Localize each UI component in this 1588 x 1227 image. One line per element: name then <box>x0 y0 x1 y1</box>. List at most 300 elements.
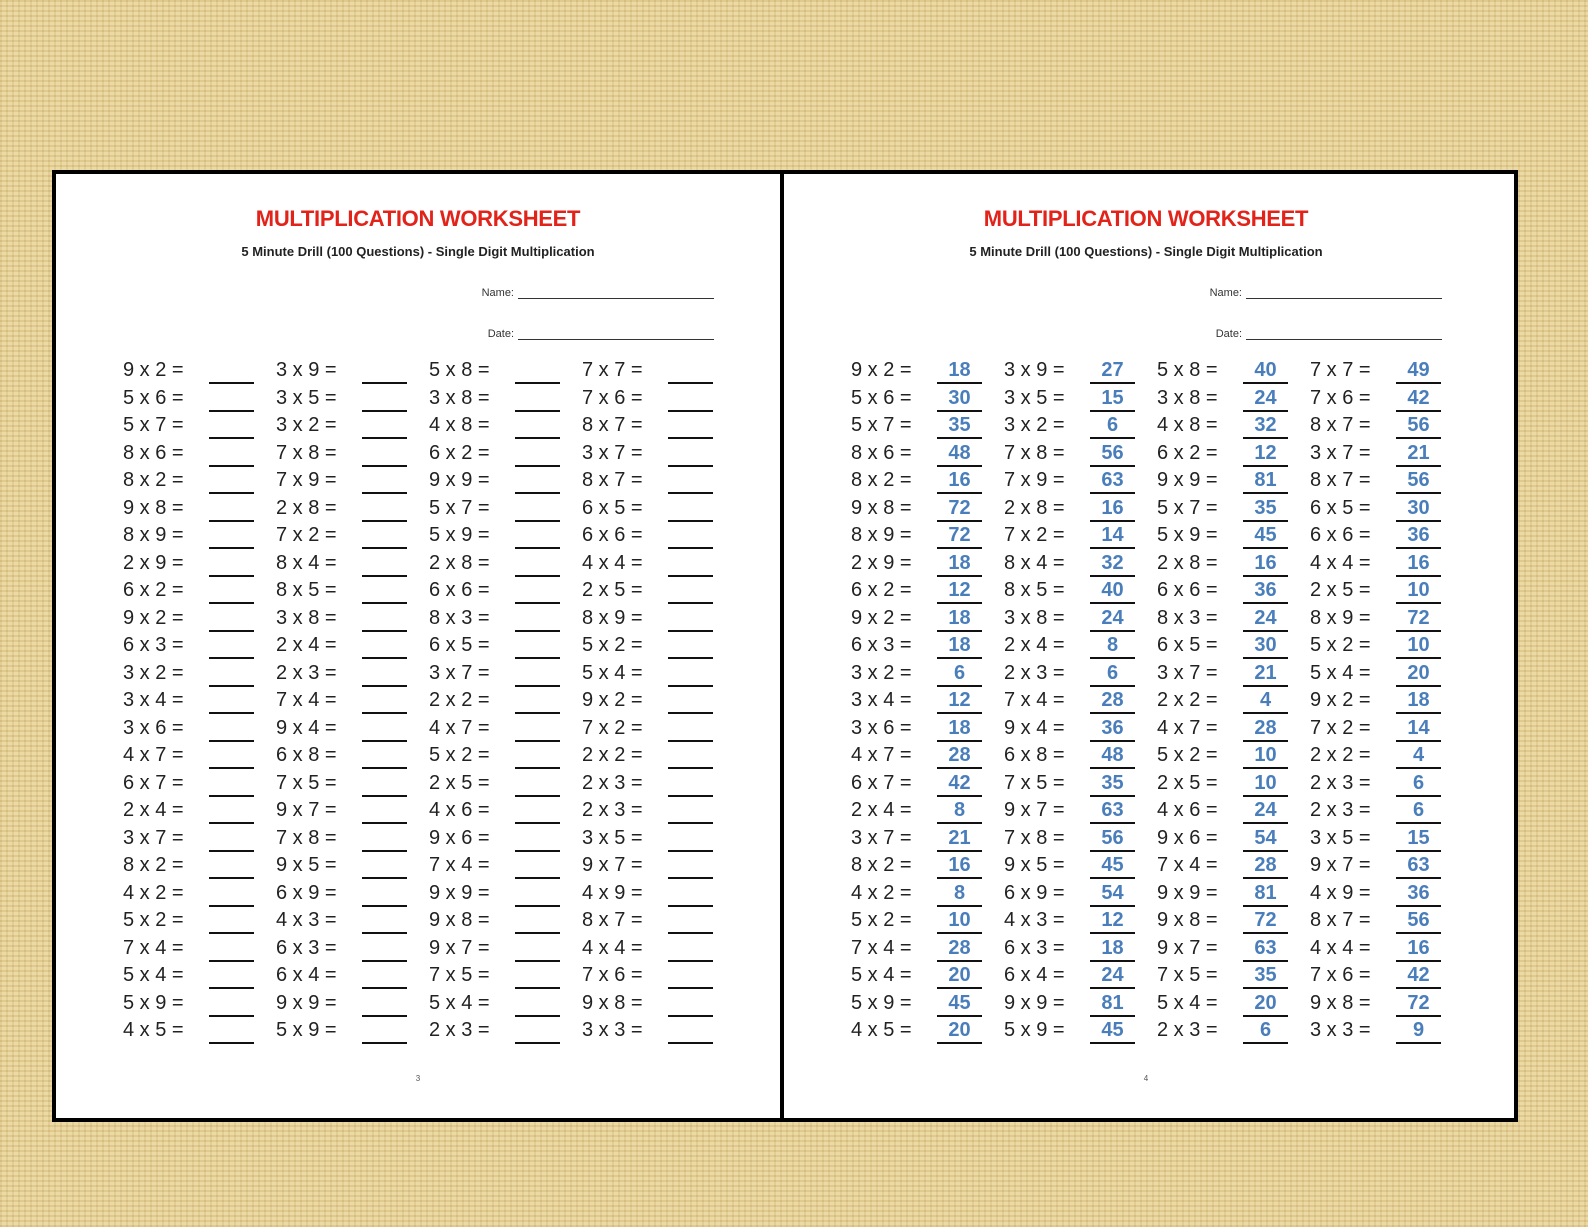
answer-blank[interactable] <box>515 606 560 632</box>
answer-blank[interactable] <box>515 661 560 687</box>
answer-blank[interactable] <box>209 771 254 797</box>
problem-item <box>851 386 971 412</box>
problem-question: 6 x 4 = <box>276 964 337 986</box>
answer-blank[interactable] <box>515 523 560 549</box>
problem-question: 4 x 8 = <box>1157 414 1218 436</box>
problem-question: 2 x 3 = <box>276 661 337 684</box>
problem-item <box>851 688 971 714</box>
problem-item <box>1004 716 1124 742</box>
problem-question: 9 x 7 = <box>1004 799 1065 821</box>
answer-blank[interactable] <box>362 936 407 962</box>
answer-value: 12 <box>1243 441 1288 467</box>
problem-question: 5 x 4 = <box>582 661 643 684</box>
answer-value: 45 <box>1090 853 1135 879</box>
problem-question: 6 x 3 = <box>123 634 184 656</box>
answer-value: 36 <box>1396 881 1441 907</box>
answer-blank[interactable] <box>668 551 713 577</box>
problem-item <box>851 523 971 549</box>
answer-blank[interactable] <box>209 413 254 439</box>
answer-blank[interactable] <box>515 853 560 879</box>
problem-question: 6 x 6 = <box>429 579 490 601</box>
problem-question: 8 x 2 = <box>851 469 912 491</box>
problem-question: 8 x 5 = <box>276 579 337 601</box>
answer-blank[interactable] <box>668 936 713 962</box>
problem-item <box>429 606 517 632</box>
answer-blank[interactable] <box>362 881 407 907</box>
problem-question: 3 x 4 = <box>123 689 184 711</box>
problem-item <box>123 441 211 467</box>
problem-question: 2 x 2 = <box>582 744 643 766</box>
problem-item <box>582 633 670 659</box>
problem-question: 3 x 7 = <box>123 826 184 849</box>
answer-blank[interactable] <box>209 853 254 879</box>
problem-item <box>1004 386 1124 412</box>
answer-blank[interactable] <box>362 688 407 714</box>
answer-value: 63 <box>1090 468 1135 494</box>
answer-blank[interactable] <box>362 853 407 879</box>
problem-question: 7 x 4 = <box>123 936 184 959</box>
answer-blank[interactable] <box>362 743 407 769</box>
problem-item <box>123 963 211 989</box>
answer-blank[interactable] <box>362 606 407 632</box>
answer-blank[interactable] <box>515 963 560 989</box>
answer-blank[interactable] <box>362 661 407 687</box>
problem-item <box>123 606 211 632</box>
answer-value: 48 <box>937 441 982 467</box>
answer-blank[interactable] <box>668 963 713 989</box>
problem-item <box>582 826 670 852</box>
problem-question: 2 x 8 = <box>429 551 490 574</box>
answer-value: 15 <box>1396 826 1441 852</box>
problem-item <box>429 716 517 742</box>
answer-blank[interactable] <box>209 386 254 412</box>
answer-blank[interactable] <box>515 496 560 522</box>
answer-value: 20 <box>1243 991 1288 1017</box>
answer-value: 6 <box>937 661 982 687</box>
problem-question: 5 x 7 = <box>851 414 912 436</box>
answer-blank[interactable] <box>668 881 713 907</box>
answer-value: 40 <box>1243 358 1288 384</box>
problem-question: 3 x 5 = <box>582 826 643 849</box>
problem-question: 5 x 4 = <box>851 964 912 986</box>
problem-item <box>582 798 670 824</box>
answer-blank[interactable] <box>362 798 407 824</box>
problem-item <box>1310 798 1425 824</box>
problem-item <box>276 551 364 577</box>
problem-item <box>1004 358 1124 384</box>
problem-item <box>1004 1018 1124 1044</box>
answer-value: 72 <box>937 496 982 522</box>
problem-question: 5 x 2 = <box>851 909 912 931</box>
problem-question: 8 x 9 = <box>582 606 643 629</box>
problem-question: 4 x 7 = <box>429 716 490 739</box>
problem-item <box>1310 606 1430 632</box>
problem-question: 5 x 8 = <box>429 359 490 381</box>
problem-item <box>1310 496 1430 522</box>
answer-blank[interactable] <box>668 743 713 769</box>
problem-question: 3 x 8 = <box>1157 386 1218 409</box>
problem-item <box>1004 688 1124 714</box>
answer-blank[interactable] <box>515 578 560 604</box>
problem-item <box>1310 853 1430 879</box>
problem-item <box>429 358 517 384</box>
answer-value: 18 <box>1090 936 1135 962</box>
problem-question: 3 x 5 = <box>276 386 337 409</box>
answer-blank[interactable] <box>362 1018 407 1044</box>
answer-blank[interactable] <box>515 1018 560 1044</box>
answer-blank[interactable] <box>668 1018 713 1044</box>
problem-question: 8 x 6 = <box>123 441 184 464</box>
answer-blank[interactable] <box>362 826 407 852</box>
problem-question: 9 x 2 = <box>851 359 912 381</box>
answer-blank[interactable] <box>362 908 407 934</box>
answer-value: 45 <box>937 991 982 1017</box>
problem-item <box>123 1018 211 1044</box>
problem-item <box>1157 633 1277 659</box>
problem-question: 8 x 3 = <box>429 606 490 629</box>
problem-item <box>123 908 211 934</box>
answer-blank[interactable] <box>209 743 254 769</box>
answer-blank[interactable] <box>515 743 560 769</box>
problem-question: 2 x 3 = <box>582 799 643 821</box>
problem-question: 5 x 9 = <box>276 1019 337 1041</box>
answer-blank[interactable] <box>209 441 254 467</box>
problem-question: 8 x 9 = <box>1310 606 1371 629</box>
answer-blank[interactable] <box>515 358 560 384</box>
answer-value: 10 <box>1396 578 1441 604</box>
problem-question: 8 x 6 = <box>851 441 912 464</box>
answer-blank[interactable] <box>668 606 713 632</box>
problem-item <box>1004 991 1124 1017</box>
problem-question: 5 x 8 = <box>1157 359 1218 381</box>
date-field[interactable] <box>466 327 714 340</box>
page-subtitle: 5 Minute Drill (100 Questions) - Single Digit Multiplication <box>969 244 1323 259</box>
problem-item <box>1004 606 1124 632</box>
answer-blank[interactable] <box>515 386 560 412</box>
problem-item <box>582 523 670 549</box>
problem-question: 5 x 9 = <box>1157 524 1218 546</box>
answer-blank[interactable] <box>668 358 713 384</box>
problem-question: 7 x 5 = <box>276 771 337 794</box>
answer-blank[interactable] <box>209 358 254 384</box>
problem-item <box>1310 468 1430 494</box>
problem-item <box>276 606 364 632</box>
problem-item <box>582 358 670 384</box>
answer-blank[interactable] <box>209 578 254 604</box>
problem-question: 8 x 4 = <box>276 551 337 574</box>
problem-question: 7 x 2 = <box>276 524 337 546</box>
problem-item <box>582 1018 670 1044</box>
problem-question: 3 x 8 = <box>429 386 490 409</box>
problem-item <box>123 936 211 962</box>
answer-value: 72 <box>1396 606 1441 632</box>
answer-blank[interactable] <box>362 523 407 549</box>
problem-item <box>1004 853 1124 879</box>
answer-blank[interactable] <box>209 688 254 714</box>
answer-blank[interactable] <box>668 468 713 494</box>
problem-question: 3 x 7 = <box>582 441 643 464</box>
answer-value: 36 <box>1090 716 1135 742</box>
answer-blank[interactable] <box>209 661 254 687</box>
answer-blank[interactable] <box>209 991 254 1017</box>
problem-question: 2 x 3 = <box>1157 1019 1218 1041</box>
page-title: MULTIPLICATION WORKSHEET <box>983 206 1309 231</box>
answer-blank[interactable] <box>515 551 560 577</box>
problem-question: 2 x 9 = <box>123 551 184 574</box>
problem-item <box>1157 798 1277 824</box>
answer-value: 20 <box>937 1018 982 1044</box>
problem-question: 9 x 2 = <box>123 606 184 629</box>
problem-item <box>1310 881 1430 907</box>
problem-question: 7 x 8 = <box>276 441 337 464</box>
answer-blank[interactable] <box>668 386 713 412</box>
answer-blank[interactable] <box>515 441 560 467</box>
answer-blank[interactable] <box>362 963 407 989</box>
answer-blank[interactable] <box>362 496 407 522</box>
problem-question: 2 x 3 = <box>582 771 643 794</box>
problem-question: 6 x 2 = <box>123 579 184 601</box>
date-line[interactable] <box>518 327 714 340</box>
problem-question: 6 x 3 = <box>276 936 337 959</box>
problem-question: 2 x 9 = <box>851 551 912 574</box>
answer-blank[interactable] <box>668 688 713 714</box>
problem-question: 3 x 3 = <box>582 1019 643 1041</box>
answer-blank[interactable] <box>209 881 254 907</box>
problem-question: 4 x 2 = <box>123 881 184 904</box>
answer-blank[interactable] <box>515 688 560 714</box>
answer-value: 35 <box>937 413 982 439</box>
problem-question: 4 x 5 = <box>851 1019 912 1041</box>
problem-question: 6 x 5 = <box>1157 634 1218 656</box>
problem-item <box>1310 826 1430 852</box>
problem-question: 7 x 4 = <box>429 854 490 876</box>
problem-item <box>851 743 971 769</box>
problem-item <box>1004 771 1124 797</box>
problem-question: 2 x 3 = <box>1004 661 1065 684</box>
answer-blank[interactable] <box>668 853 713 879</box>
answer-blank[interactable] <box>362 358 407 384</box>
answer-blank[interactable] <box>209 551 254 577</box>
problem-question: 6 x 6 = <box>1157 579 1218 601</box>
problem-question: 5 x 4 = <box>1157 991 1218 1014</box>
answer-blank[interactable] <box>362 633 407 659</box>
problem-question: 8 x 7 = <box>582 469 643 491</box>
name-field[interactable] <box>466 286 714 299</box>
answer-blank[interactable] <box>209 936 254 962</box>
problem-question: 6 x 8 = <box>276 744 337 766</box>
problem-item <box>123 661 211 687</box>
problem-item <box>582 908 670 934</box>
answer-value: 72 <box>937 523 982 549</box>
problem-item <box>1004 468 1124 494</box>
date-field[interactable] <box>1194 327 1442 340</box>
answer-key-page <box>784 174 1508 1118</box>
answer-blank[interactable] <box>209 523 254 549</box>
answer-value: 4 <box>1243 688 1288 714</box>
answer-blank[interactable] <box>515 798 560 824</box>
problem-item <box>851 936 971 962</box>
answer-value: 15 <box>1090 386 1135 412</box>
problem-question: 8 x 7 = <box>1310 909 1371 931</box>
problem-question: 3 x 7 = <box>429 661 490 684</box>
problem-item <box>276 468 364 494</box>
answer-value: 10 <box>937 908 982 934</box>
answer-blank[interactable] <box>515 936 560 962</box>
problem-question: 3 x 2 = <box>1004 414 1065 436</box>
answer-blank[interactable] <box>362 716 407 742</box>
problem-question: 3 x 2 = <box>851 661 912 684</box>
problem-item <box>582 688 670 714</box>
problem-item <box>851 963 971 989</box>
answer-blank[interactable] <box>362 413 407 439</box>
answer-value: 48 <box>1090 743 1135 769</box>
problem-item <box>123 358 211 384</box>
answer-blank[interactable] <box>668 661 713 687</box>
name-line[interactable] <box>518 286 714 299</box>
problem-question: 4 x 7 = <box>851 744 912 766</box>
answer-blank[interactable] <box>515 716 560 742</box>
problem-question: 4 x 6 = <box>1157 799 1218 821</box>
problem-item <box>582 771 670 797</box>
problem-item <box>429 551 517 577</box>
answer-value: 8 <box>1090 633 1135 659</box>
answer-value: 24 <box>1090 606 1135 632</box>
answer-value: 14 <box>1090 523 1135 549</box>
answer-blank[interactable] <box>362 386 407 412</box>
answer-blank[interactable] <box>515 468 560 494</box>
problem-question: 7 x 6 = <box>1310 964 1371 986</box>
problem-question: 8 x 4 = <box>1004 551 1065 574</box>
problem-item <box>276 386 364 412</box>
answer-blank[interactable] <box>668 826 713 852</box>
problem-item <box>582 936 670 962</box>
answer-blank[interactable] <box>668 578 713 604</box>
problem-item <box>851 853 971 879</box>
problem-question: 9 x 2 = <box>123 359 184 381</box>
problem-item <box>1004 523 1124 549</box>
problem-item <box>1157 413 1277 439</box>
problem-question: 9 x 4 = <box>1004 716 1065 739</box>
answer-blank[interactable] <box>515 633 560 659</box>
answer-blank[interactable] <box>209 798 254 824</box>
answer-blank[interactable] <box>515 826 560 852</box>
problem-item <box>123 826 211 852</box>
answer-blank[interactable] <box>209 633 254 659</box>
answer-blank[interactable] <box>515 908 560 934</box>
problem-question: 7 x 7 = <box>1310 359 1371 381</box>
problem-question: 7 x 4 = <box>851 936 912 959</box>
problem-item <box>276 963 364 989</box>
problem-question: 5 x 2 = <box>429 744 490 766</box>
answer-blank[interactable] <box>668 523 713 549</box>
problem-item <box>1004 908 1124 934</box>
answer-blank[interactable] <box>668 908 713 934</box>
name-line[interactable] <box>1246 286 1442 299</box>
problem-question: 2 x 2 = <box>1310 744 1371 766</box>
problem-question: 3 x 7 = <box>1310 441 1371 464</box>
answer-blank[interactable] <box>515 413 560 439</box>
problem-question: 9 x 9 = <box>1157 469 1218 491</box>
problem-item <box>1004 826 1124 852</box>
answer-blank[interactable] <box>209 908 254 934</box>
answer-blank[interactable] <box>668 991 713 1017</box>
page-number: 4 <box>1143 1074 1149 1083</box>
problem-item <box>429 743 517 769</box>
answer-blank[interactable] <box>362 578 407 604</box>
problem-question: 7 x 8 = <box>1004 441 1065 464</box>
answer-blank[interactable] <box>209 1018 254 1044</box>
problem-item <box>276 908 364 934</box>
answer-value: 6 <box>1243 1018 1288 1044</box>
problem-item <box>1157 716 1277 742</box>
answer-blank[interactable] <box>209 963 254 989</box>
problem-item <box>582 386 670 412</box>
problem-question: 3 x 7 = <box>851 826 912 849</box>
problem-question: 7 x 4 = <box>276 689 337 711</box>
problem-item <box>1004 633 1119 659</box>
answer-blank[interactable] <box>668 716 713 742</box>
problem-item <box>429 771 517 797</box>
answer-blank[interactable] <box>209 496 254 522</box>
problem-question: 3 x 5 = <box>1310 826 1371 849</box>
answer-value: 81 <box>1090 991 1135 1017</box>
answer-blank[interactable] <box>668 798 713 824</box>
problem-question: 5 x 2 = <box>123 909 184 931</box>
answer-blank[interactable] <box>515 881 560 907</box>
answer-blank[interactable] <box>362 551 407 577</box>
answer-blank[interactable] <box>362 991 407 1017</box>
problem-question: 7 x 4 = <box>1004 689 1065 711</box>
problem-item <box>276 578 364 604</box>
answer-blank[interactable] <box>668 413 713 439</box>
answer-blank[interactable] <box>209 468 254 494</box>
answer-value: 30 <box>937 386 982 412</box>
answer-blank[interactable] <box>209 826 254 852</box>
answer-blank[interactable] <box>362 441 407 467</box>
date-label: Date: <box>487 328 514 340</box>
answer-blank[interactable] <box>668 496 713 522</box>
answer-value: 16 <box>1396 551 1441 577</box>
answer-blank[interactable] <box>209 716 254 742</box>
problem-question: 9 x 9 = <box>1004 991 1065 1014</box>
date-line[interactable] <box>1246 327 1442 340</box>
problem-question: 4 x 4 = <box>1310 936 1371 959</box>
name-field[interactable] <box>1194 286 1442 299</box>
answer-blank[interactable] <box>209 606 254 632</box>
problem-question: 6 x 2 = <box>1157 441 1218 464</box>
answer-blank[interactable] <box>515 771 560 797</box>
problem-question: 9 x 6 = <box>1157 826 1218 849</box>
problem-item <box>582 661 670 687</box>
answer-blank[interactable] <box>515 991 560 1017</box>
answer-blank[interactable] <box>668 771 713 797</box>
problem-question: 9 x 9 = <box>276 991 337 1014</box>
problem-item <box>1157 963 1277 989</box>
problem-item <box>851 881 966 907</box>
problem-item <box>1310 523 1430 549</box>
answer-blank[interactable] <box>668 441 713 467</box>
answer-value: 10 <box>1243 743 1288 769</box>
answer-blank[interactable] <box>362 468 407 494</box>
answer-value: 72 <box>1396 991 1441 1017</box>
answer-blank[interactable] <box>362 771 407 797</box>
problem-item <box>429 826 517 852</box>
answer-value: 18 <box>937 358 982 384</box>
answer-blank[interactable] <box>668 633 713 659</box>
answer-value: 54 <box>1243 826 1288 852</box>
problem-question: 4 x 8 = <box>429 414 490 436</box>
problem-item <box>851 606 971 632</box>
